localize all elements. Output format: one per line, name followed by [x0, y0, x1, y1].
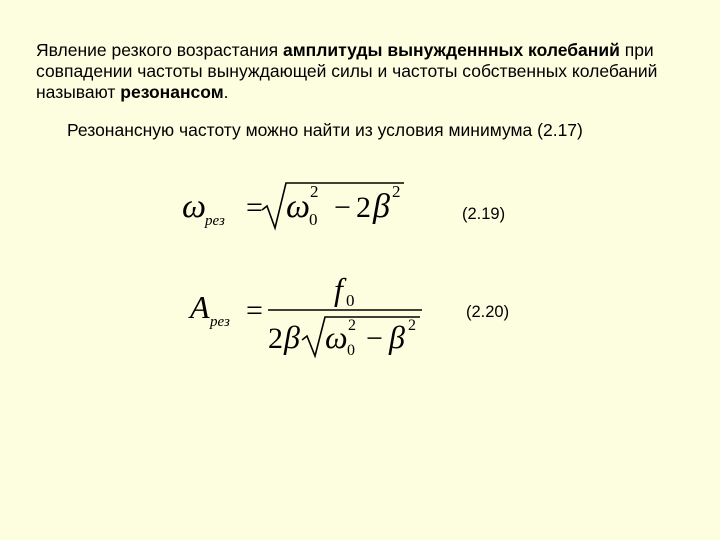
minus-sign: − [366, 322, 383, 355]
equation-number-2-19: (2.19) [462, 205, 506, 223]
coefficient-two: 2 [356, 191, 371, 224]
force-amplitude-symbol: f [334, 271, 343, 307]
definition-paragraph [36, 40, 696, 103]
minus-sign: − [334, 191, 351, 224]
omega0-symbol: ω [325, 319, 348, 355]
definition-text-3: . [223, 82, 229, 102]
definition-bold-amplitude: амплитуды вынужденнных колебаний [283, 40, 620, 60]
beta-symbol-2: β [389, 319, 405, 355]
omega0-symbol: ω [286, 188, 311, 225]
force-subscript: 0 [346, 291, 355, 310]
rez-subscript: рез [210, 314, 230, 330]
equals-sign: = [246, 191, 263, 224]
definition-text-1: Явление резкого возрастания [36, 40, 283, 60]
omega-rez-symbol: ω [182, 188, 207, 225]
formula-2-19 [176, 175, 416, 235]
formula-2-20 [186, 268, 436, 358]
beta-symbol: β [284, 319, 300, 355]
omega0-superscript: 2 [348, 317, 356, 334]
definition-text-2: при совпадении частоты вынуждающей силы и частоты собственных колебаний называют [36, 40, 658, 102]
definition-bold-resonance: резонансом [120, 82, 224, 102]
omega0-subscript: 0 [309, 210, 318, 229]
coefficient-two: 2 [268, 322, 283, 355]
omega0-subscript: 0 [347, 342, 355, 358]
beta-superscript: 2 [408, 317, 416, 334]
resonance-frequency-paragraph: Резонансную частоту можно найти из условия минимума (2.17) [67, 120, 583, 140]
rez-subscript: рез [205, 213, 225, 229]
equals-sign: = [246, 294, 263, 327]
amplitude-symbol: A [190, 289, 210, 325]
beta-symbol: β [373, 188, 390, 225]
beta-superscript: 2 [392, 182, 401, 201]
equation-number-2-20: (2.20) [466, 303, 510, 321]
omega0-superscript: 2 [310, 182, 319, 201]
